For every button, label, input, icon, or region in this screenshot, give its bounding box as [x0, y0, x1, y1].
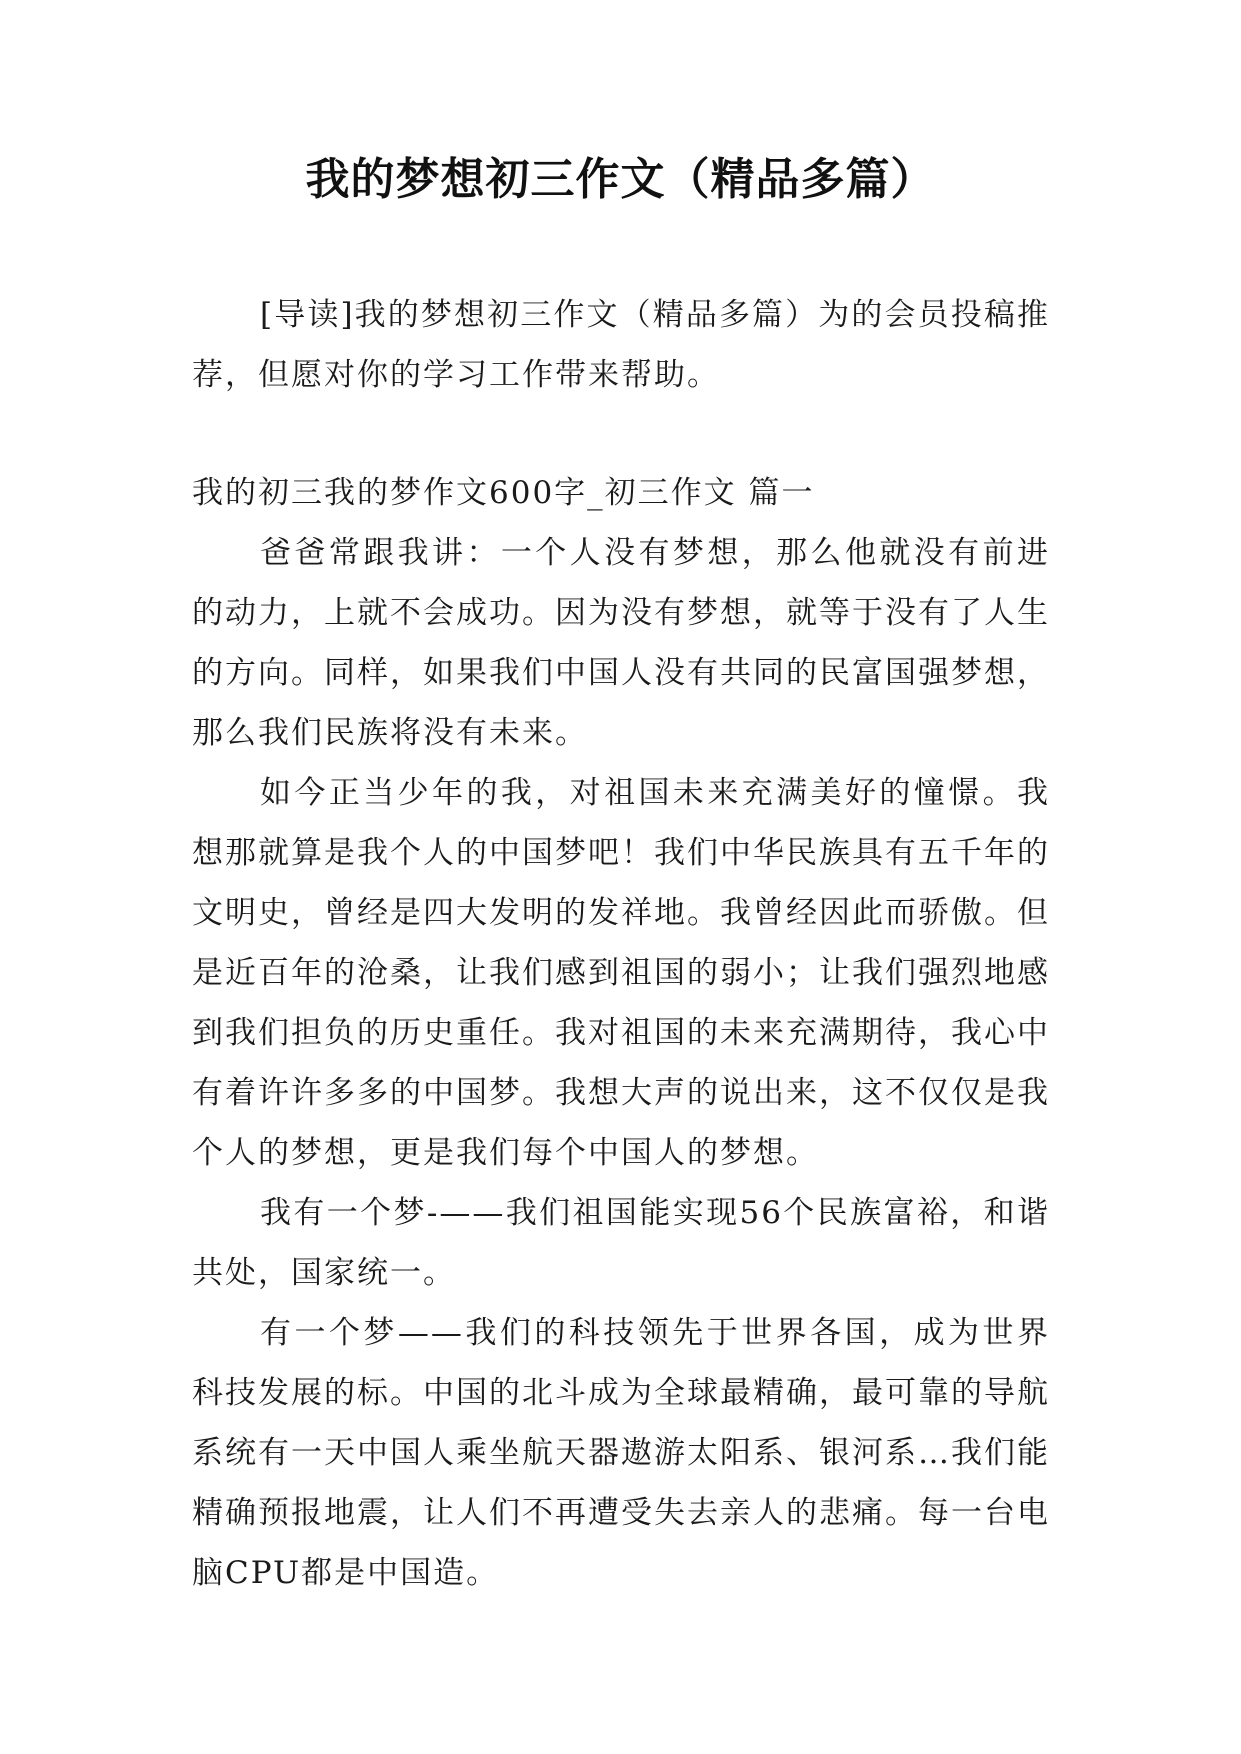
- body-paragraph: 如今正当少年的我，对祖国未来充满美好的憧憬。我想那就算是我个人的中国梦吧！我们中华民族具有五千年的文明史，曾经是四大发明的发祥地。我曾经因此而骄傲。但是近百年的沧桑，让我们感到祖国的弱小；让我们强烈地感到我们担负的历史重任。我对祖国的未来充满期待，我心中有着许许多多的中国梦。我想大声的说出来，这不仅仅是我个人的梦想，更是我们每个中国人的梦想。: [192, 775, 1050, 1171]
- body-paragraph: 我有一个梦-——我们祖国能实现56个民族富裕，和谐共处，国家统一。: [192, 1195, 1050, 1291]
- section-heading: 我的初三我的梦作文600字_初三作文 篇一: [192, 475, 815, 511]
- body-paragraph: 爸爸常跟我讲：一个人没有梦想，那么他就没有前进的动力，上就不会成功。因为没有梦想，就等于没有了人生的方向。同样，如果我们中国人没有共同的民富国强梦想，那么我们民族将没有未来。: [192, 535, 1050, 751]
- body-paragraph: 有一个梦——我们的科技领先于世界各国，成为世界科技发展的标。中国的北斗成为全球最精确，最可靠的导航系统有一天中国人乘坐航天器遨游太阳系、银河系…我们能精确预报地震，让人们不再遭受失去亲人的悲痛。每一台电脑CPU都是中国造。: [192, 1315, 1050, 1591]
- document-body: [192, 285, 1050, 1603]
- intro-paragraph: [导读]我的梦想初三作文（精品多篇）为的会员投稿推荐，但愿对你的学习工作带来帮助。: [192, 297, 1050, 393]
- document-title: 我的梦想初三作文（精品多篇）: [305, 154, 936, 205]
